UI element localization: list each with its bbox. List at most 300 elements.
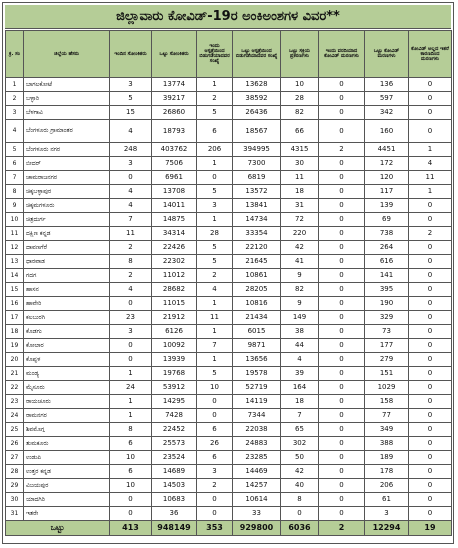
serial-cell: 25 — [6, 423, 24, 437]
value-cell: 33354 — [233, 227, 281, 241]
value-cell: 0 — [319, 157, 365, 171]
value-cell: 0 — [319, 367, 365, 381]
table-row — [6, 339, 452, 353]
value-cell: 0 — [319, 255, 365, 269]
value-cell: 117 — [365, 185, 409, 199]
value-cell: 0 — [409, 269, 452, 283]
value-cell: 151 — [365, 367, 409, 381]
value-cell: 0 — [409, 479, 452, 493]
value-cell: 6015 — [233, 325, 281, 339]
value-cell: 164 — [281, 381, 319, 395]
value-cell: 0 — [409, 493, 452, 507]
district-name-cell: ಕೋಲಾರ — [24, 339, 110, 353]
serial-cell: 11 — [6, 227, 24, 241]
district-name-cell: ರಾಮನಗರ — [24, 409, 110, 423]
value-cell: 177 — [365, 339, 409, 353]
value-cell: 1029 — [365, 381, 409, 395]
value-cell: 0 — [409, 241, 452, 255]
district-covid-table — [5, 30, 452, 536]
value-cell: 42 — [281, 465, 319, 479]
value-cell: 158 — [365, 395, 409, 409]
value-cell: 149 — [281, 311, 319, 325]
total-cell: 12294 — [365, 521, 409, 536]
value-cell: 73 — [365, 325, 409, 339]
value-cell: 30 — [281, 157, 319, 171]
value-cell: 349 — [365, 423, 409, 437]
value-cell: 6 — [197, 451, 233, 465]
value-cell: 23285 — [233, 451, 281, 465]
serial-cell: 1 — [6, 78, 24, 92]
serial-cell: 20 — [6, 353, 24, 367]
value-cell: 53912 — [152, 381, 197, 395]
value-cell: 0 — [409, 507, 452, 521]
table-row — [6, 199, 452, 213]
value-cell: 14689 — [152, 465, 197, 479]
value-cell: 395 — [365, 283, 409, 297]
serial-cell: 27 — [6, 451, 24, 465]
value-cell: 10683 — [152, 493, 197, 507]
table-row — [6, 451, 452, 465]
value-cell: 14257 — [233, 479, 281, 493]
table-row — [6, 171, 452, 185]
value-cell: 11 — [110, 227, 152, 241]
value-cell: 2 — [409, 227, 452, 241]
value-cell: 0 — [319, 409, 365, 423]
value-cell: 5 — [197, 106, 233, 120]
value-cell: 61 — [365, 493, 409, 507]
page-title: ಜಿಲ್ಲಾವಾರು ಕೋವಿಡ್-19ರ ಅಂಕಿಅಂಶಗಳ ವಿವರ** — [5, 5, 451, 29]
value-cell: 0 — [319, 311, 365, 325]
value-cell: 172 — [365, 157, 409, 171]
value-cell: 0 — [319, 297, 365, 311]
value-cell: 7 — [281, 409, 319, 423]
value-cell: 220 — [281, 227, 319, 241]
district-name-cell: ಬಾಗಲಕೋಟೆ — [24, 78, 110, 92]
value-cell: 7300 — [233, 157, 281, 171]
value-cell: 0 — [197, 507, 233, 521]
serial-cell: 18 — [6, 325, 24, 339]
value-cell: 0 — [197, 409, 233, 423]
value-cell: 26 — [197, 437, 233, 451]
table-row — [6, 479, 452, 493]
total-cell: 6036 — [281, 521, 319, 536]
header-todays-deaths: ಇಂದು ವರದಿಯಾದ ಕೋವಿಡ್ ಮರಣಗಳು — [319, 31, 365, 78]
value-cell: 39217 — [152, 92, 197, 106]
value-cell: 72 — [281, 213, 319, 227]
value-cell: 0 — [319, 423, 365, 437]
table-row — [6, 106, 452, 120]
table-row — [6, 437, 452, 451]
value-cell: 0 — [409, 199, 452, 213]
table-row — [6, 227, 452, 241]
value-cell: 38 — [281, 325, 319, 339]
serial-cell: 29 — [6, 479, 24, 493]
value-cell: 13656 — [233, 353, 281, 367]
value-cell: 0 — [110, 297, 152, 311]
value-cell: 0 — [110, 493, 152, 507]
value-cell: 120 — [365, 171, 409, 185]
value-cell: 13572 — [233, 185, 281, 199]
value-cell: 22038 — [233, 423, 281, 437]
district-name-cell: ವಿಜಯಪುರ — [24, 479, 110, 493]
value-cell: 8 — [281, 493, 319, 507]
table-row — [6, 381, 452, 395]
value-cell: 0 — [319, 241, 365, 255]
value-cell: 0 — [319, 437, 365, 451]
value-cell: 28682 — [152, 283, 197, 297]
value-cell: 738 — [365, 227, 409, 241]
value-cell: 0 — [319, 381, 365, 395]
district-name-cell: ಬಳ್ಳಾರಿ — [24, 92, 110, 106]
value-cell: 19768 — [152, 367, 197, 381]
value-cell: 7344 — [233, 409, 281, 423]
value-cell: 141 — [365, 269, 409, 283]
header-total-deaths: ಒಟ್ಟು ಕೋವಿಡ್ ಮರಣಗಳು — [365, 31, 409, 78]
district-name-cell: ಉಡುಪಿ — [24, 451, 110, 465]
value-cell: 0 — [409, 437, 452, 451]
value-cell: 0 — [409, 283, 452, 297]
value-cell: 1 — [197, 78, 233, 92]
value-cell: 1 — [409, 185, 452, 199]
value-cell: 4315 — [281, 143, 319, 157]
value-cell: 0 — [197, 171, 233, 185]
serial-cell: 22 — [6, 381, 24, 395]
report-sheet — [2, 2, 454, 544]
value-cell: 0 — [319, 325, 365, 339]
value-cell: 0 — [319, 479, 365, 493]
value-cell: 7506 — [152, 157, 197, 171]
value-cell: 11 — [409, 171, 452, 185]
value-cell: 248 — [110, 143, 152, 157]
table-row — [6, 367, 452, 381]
value-cell: 10 — [197, 381, 233, 395]
value-cell: 3 — [110, 78, 152, 92]
value-cell: 11 — [197, 311, 233, 325]
table-row — [6, 409, 452, 423]
serial-cell: 24 — [6, 409, 24, 423]
value-cell: 36 — [152, 507, 197, 521]
value-cell: 22120 — [233, 241, 281, 255]
value-cell: 6 — [197, 423, 233, 437]
value-cell: 1 — [409, 143, 452, 157]
value-cell: 4 — [409, 157, 452, 171]
table-row — [6, 92, 452, 106]
value-cell: 0 — [319, 353, 365, 367]
district-name-cell: ಕೊಡಗು — [24, 325, 110, 339]
value-cell: 0 — [319, 171, 365, 185]
value-cell: 28 — [197, 227, 233, 241]
value-cell: 1 — [197, 297, 233, 311]
value-cell: 4 — [110, 120, 152, 143]
district-name-cell: ಇತರೇ — [24, 507, 110, 521]
value-cell: 0 — [319, 185, 365, 199]
value-cell: 160 — [365, 120, 409, 143]
table-row — [6, 255, 452, 269]
serial-cell: 4 — [6, 120, 24, 143]
district-name-cell: ಹಾಸನ — [24, 283, 110, 297]
value-cell: 0 — [409, 78, 452, 92]
serial-cell: 12 — [6, 241, 24, 255]
table-row — [6, 297, 452, 311]
value-cell: 0 — [409, 353, 452, 367]
value-cell: 21912 — [152, 311, 197, 325]
table-row — [6, 120, 452, 143]
value-cell: 0 — [409, 213, 452, 227]
value-cell: 0 — [409, 311, 452, 325]
district-name-cell: ಬೆಳಗಾವಿ — [24, 106, 110, 120]
value-cell: 13708 — [152, 185, 197, 199]
district-name-cell: ಗದಗ — [24, 269, 110, 283]
value-cell: 14469 — [233, 465, 281, 479]
value-cell: 40 — [281, 479, 319, 493]
value-cell: 3 — [197, 465, 233, 479]
value-cell: 13774 — [152, 78, 197, 92]
value-cell: 0 — [409, 255, 452, 269]
value-cell: 9 — [281, 297, 319, 311]
value-cell: 69 — [365, 213, 409, 227]
total-cell: 929800 — [233, 521, 281, 536]
value-cell: 0 — [409, 297, 452, 311]
value-cell: 3 — [197, 199, 233, 213]
table-row — [6, 353, 452, 367]
value-cell: 0 — [110, 171, 152, 185]
value-cell: 10614 — [233, 493, 281, 507]
district-name-cell: ಕೊಪ್ಪಳ — [24, 353, 110, 367]
table-row — [6, 507, 452, 521]
table-row — [6, 283, 452, 297]
district-name-cell: ಹಾವೇರಿ — [24, 297, 110, 311]
serial-cell: 14 — [6, 269, 24, 283]
value-cell: 3 — [110, 325, 152, 339]
value-cell: 206 — [365, 479, 409, 493]
value-cell: 2 — [197, 269, 233, 283]
value-cell: 403762 — [152, 143, 197, 157]
serial-cell: 9 — [6, 199, 24, 213]
serial-cell: 2 — [6, 92, 24, 106]
value-cell: 4 — [110, 199, 152, 213]
value-cell: 0 — [197, 395, 233, 409]
serial-cell: 31 — [6, 507, 24, 521]
serial-cell: 16 — [6, 297, 24, 311]
value-cell: 0 — [409, 367, 452, 381]
district-name-cell: ಮೈಸೂರು — [24, 381, 110, 395]
value-cell: 34314 — [152, 227, 197, 241]
value-cell: 18793 — [152, 120, 197, 143]
value-cell: 28 — [281, 92, 319, 106]
value-cell: 329 — [365, 311, 409, 325]
serial-cell: 30 — [6, 493, 24, 507]
district-name-cell: ಚಿಕ್ಕಮಗಳೂರು — [24, 199, 110, 213]
value-cell: 24883 — [233, 437, 281, 451]
value-cell: 6 — [197, 120, 233, 143]
value-cell: 6126 — [152, 325, 197, 339]
value-cell: 13939 — [152, 353, 197, 367]
value-cell: 0 — [409, 381, 452, 395]
header-active-cases: ಒಟ್ಟು ಸಕ್ರಿಯ ಪ್ರಕರಣಗಳು — [281, 31, 319, 78]
total-cell: 19 — [409, 521, 452, 536]
value-cell: 6819 — [233, 171, 281, 185]
value-cell: 3 — [365, 507, 409, 521]
value-cell: 42 — [281, 241, 319, 255]
value-cell: 0 — [319, 120, 365, 143]
district-name-cell: ಮಂಡ್ಯ — [24, 367, 110, 381]
serial-cell: 7 — [6, 171, 24, 185]
value-cell: 21645 — [233, 255, 281, 269]
header-todays-cases: ಇಂದಿನ ಸೋಂಕಿತರು — [110, 31, 152, 78]
table-footer — [6, 521, 452, 536]
value-cell: 15 — [110, 106, 152, 120]
value-cell: 0 — [110, 339, 152, 353]
value-cell: 24 — [110, 381, 152, 395]
value-cell: 14734 — [233, 213, 281, 227]
table-header — [6, 31, 452, 78]
district-name-cell: ಬೆಂಗಳೂರು ಗ್ರಾಮಾಂತರ — [24, 120, 110, 143]
value-cell: 0 — [110, 353, 152, 367]
value-cell: 0 — [281, 507, 319, 521]
header-district-name: ಜಿಲ್ಲೆಯ ಹೆಸರು — [24, 31, 110, 78]
value-cell: 264 — [365, 241, 409, 255]
value-cell: 10 — [110, 479, 152, 493]
value-cell: 31 — [281, 199, 319, 213]
table-row — [6, 143, 452, 157]
table-row — [6, 395, 452, 409]
district-name-cell: ಚಿಕ್ಕಬಳ್ಳಾಪುರ — [24, 185, 110, 199]
value-cell: 1 — [197, 157, 233, 171]
value-cell: 5 — [110, 92, 152, 106]
value-cell: 0 — [409, 395, 452, 409]
total-cell: 948149 — [152, 521, 197, 536]
value-cell: 0 — [319, 339, 365, 353]
value-cell: 1 — [110, 367, 152, 381]
value-cell: 190 — [365, 297, 409, 311]
district-name-cell: ದಕ್ಷಿಣ ಕನ್ನಡ — [24, 227, 110, 241]
value-cell: 14875 — [152, 213, 197, 227]
table-row — [6, 241, 452, 255]
value-cell: 18567 — [233, 120, 281, 143]
value-cell: 0 — [319, 78, 365, 92]
value-cell: 0 — [409, 120, 452, 143]
value-cell: 178 — [365, 465, 409, 479]
value-cell: 3 — [110, 157, 152, 171]
value-cell: 0 — [409, 106, 452, 120]
district-name-cell: ಶಿವಮೊಗ್ಗ — [24, 423, 110, 437]
serial-cell: 26 — [6, 437, 24, 451]
value-cell: 0 — [409, 465, 452, 479]
value-cell: 77 — [365, 409, 409, 423]
value-cell: 1 — [110, 409, 152, 423]
serial-cell: 3 — [6, 106, 24, 120]
value-cell: 8 — [110, 255, 152, 269]
value-cell: 10 — [281, 78, 319, 92]
district-name-cell: ತುಮಕೂರು — [24, 437, 110, 451]
value-cell: 25573 — [152, 437, 197, 451]
value-cell: 19578 — [233, 367, 281, 381]
value-cell: 23524 — [152, 451, 197, 465]
value-cell: 302 — [281, 437, 319, 451]
value-cell: 28205 — [233, 283, 281, 297]
value-cell: 10092 — [152, 339, 197, 353]
district-name-cell: ಯಾದಗಿರಿ — [24, 493, 110, 507]
value-cell: 65 — [281, 423, 319, 437]
value-cell: 14503 — [152, 479, 197, 493]
header-non-covid-deaths: ಕೋವಿಡ್ ಅಲ್ಲದ ಇತರೆ ಕಾರಣದಿಂದ ಮರಣಗಳು — [409, 31, 452, 78]
value-cell: 21434 — [233, 311, 281, 325]
value-cell: 22452 — [152, 423, 197, 437]
total-label: ಒಟ್ಟು — [6, 521, 110, 536]
value-cell: 6 — [110, 437, 152, 451]
value-cell: 0 — [319, 199, 365, 213]
value-cell: 2 — [197, 479, 233, 493]
value-cell: 33 — [233, 507, 281, 521]
header-total-discharges: ಒಟ್ಟು ಆಸ್ಪತ್ರೆಯಿಂದ ಬಿಡುಗಡೆಯಾದವರ ಸಂಖ್ಯೆ — [233, 31, 281, 78]
value-cell: 0 — [319, 269, 365, 283]
value-cell: 1 — [197, 325, 233, 339]
value-cell: 22426 — [152, 241, 197, 255]
value-cell: 11 — [281, 171, 319, 185]
table-row — [6, 78, 452, 92]
value-cell: 139 — [365, 199, 409, 213]
district-name-cell: ಚಿತ್ರದುರ್ಗ — [24, 213, 110, 227]
value-cell: 388 — [365, 437, 409, 451]
value-cell: 2 — [319, 143, 365, 157]
value-cell: 8 — [110, 423, 152, 437]
serial-cell: 10 — [6, 213, 24, 227]
serial-cell: 23 — [6, 395, 24, 409]
value-cell: 5 — [197, 367, 233, 381]
table-row — [6, 493, 452, 507]
value-cell: 11012 — [152, 269, 197, 283]
value-cell: 4 — [110, 185, 152, 199]
value-cell: 4 — [197, 283, 233, 297]
value-cell: 5 — [197, 255, 233, 269]
value-cell: 9871 — [233, 339, 281, 353]
value-cell: 23 — [110, 311, 152, 325]
value-cell: 0 — [319, 493, 365, 507]
value-cell: 279 — [365, 353, 409, 367]
value-cell: 0 — [197, 493, 233, 507]
value-cell: 136 — [365, 78, 409, 92]
serial-cell: 28 — [6, 465, 24, 479]
value-cell: 0 — [319, 106, 365, 120]
table-row — [6, 157, 452, 171]
value-cell: 41 — [281, 255, 319, 269]
value-cell: 1 — [197, 353, 233, 367]
value-cell: 10 — [110, 451, 152, 465]
value-cell: 22302 — [152, 255, 197, 269]
table-row — [6, 213, 452, 227]
serial-cell: 19 — [6, 339, 24, 353]
district-name-cell: ಬೀದರ್ — [24, 157, 110, 171]
value-cell: 4451 — [365, 143, 409, 157]
total-row — [6, 521, 452, 536]
district-name-cell: ಚಾಮರಾಜನಗರ — [24, 171, 110, 185]
value-cell: 0 — [319, 395, 365, 409]
serial-cell: 5 — [6, 143, 24, 157]
value-cell: 26436 — [233, 106, 281, 120]
district-name-cell: ಬೆಂಗಳೂರು ನಗರ — [24, 143, 110, 157]
table-body — [6, 78, 452, 521]
value-cell: 0 — [319, 213, 365, 227]
value-cell: 82 — [281, 283, 319, 297]
total-cell: 2 — [319, 521, 365, 536]
value-cell: 82 — [281, 106, 319, 120]
table-row — [6, 185, 452, 199]
value-cell: 0 — [409, 325, 452, 339]
value-cell: 11015 — [152, 297, 197, 311]
serial-cell: 21 — [6, 367, 24, 381]
value-cell: 18 — [281, 185, 319, 199]
value-cell: 7428 — [152, 409, 197, 423]
